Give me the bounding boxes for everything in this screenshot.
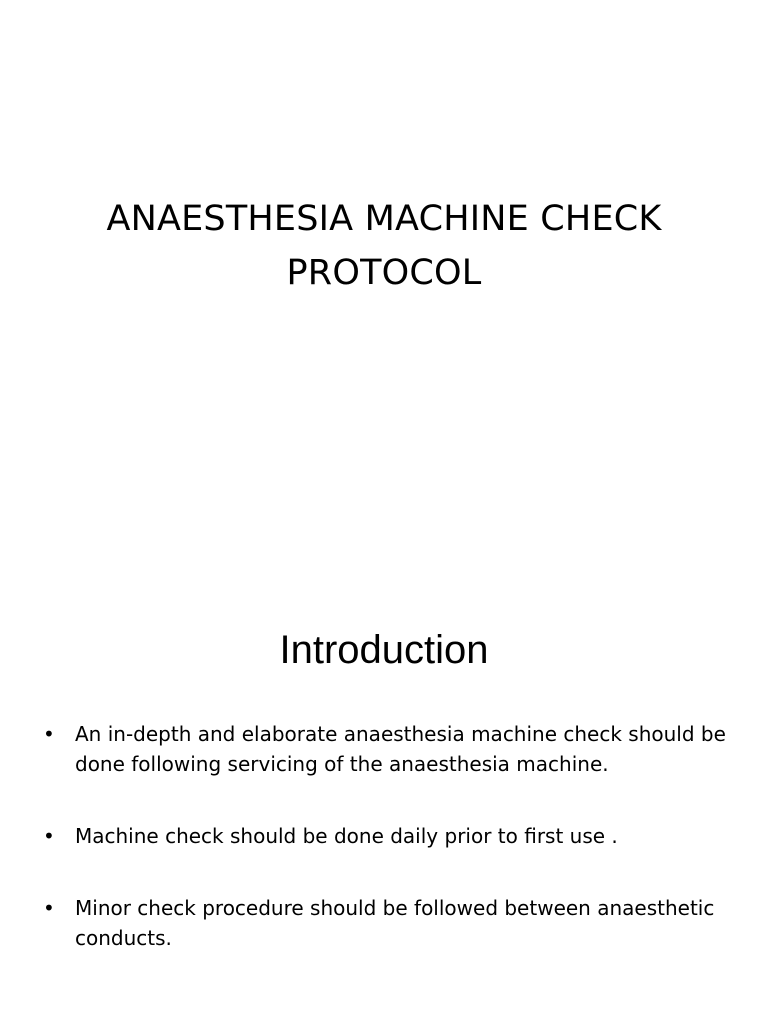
bullet-list [0,719,768,995]
bullet-icon: • [43,824,55,848]
list-item [0,719,768,779]
bullet-icon: • [43,896,55,920]
bullet-text: Machine check should be done daily prior to first use . [75,824,618,848]
list-item [0,893,768,953]
bullet-icon: • [43,722,55,746]
bullet-text: An in-depth and elaborate anaesthesia machine check should be done following servicing of the anaesthesia machine. [75,722,726,776]
introduction-slide [0,576,768,1024]
presentation-title: ANAESTHESIA MACHINE CHECK PROTOCOL [106,199,662,293]
bullet-text: Minor check procedure should be followed between anaesthetic conducts. [75,896,715,950]
slide-heading: Introduction [279,628,489,672]
list-item [0,821,768,851]
